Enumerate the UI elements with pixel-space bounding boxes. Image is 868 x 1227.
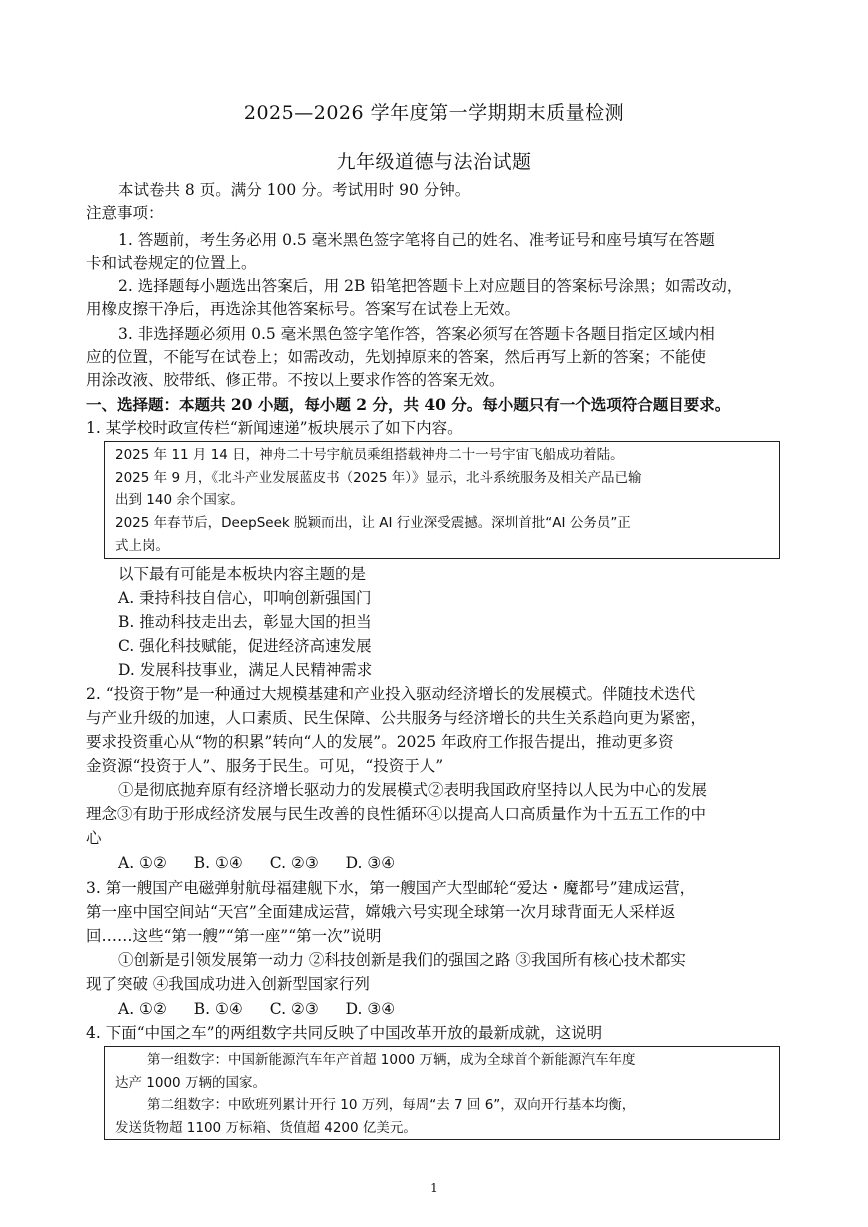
page-number: 1 [430,1181,438,1195]
q3-stem-line: 回……这些“第一艘”“第一座”“第一次”说明 [86,927,382,945]
notice-line: 1. 答题前，考生务必用 0.5 毫米黑色签字笔将自己的姓名、准考证号和座号填写在答题 [118,231,715,249]
exam-summary: 本试卷共 8 页。满分 100 分。考试用时 90 分钟。 [118,181,471,199]
q1-stem: 1. 某学校时政宣传栏“新闻速递”板块展示了如下内容。 [86,419,463,437]
q3-statement-line: 现了突破 ④我国成功进入创新型国家行列 [86,975,370,993]
q1-news-box [104,441,780,559]
notice-line: 3. 非选择题必须用 0.5 毫米黑色签字笔作答，答案必须写在答题卡各题目指定区域内相 [118,325,715,343]
q2-statement-line: 理念③有助于形成经济发展与民生改善的良性循环④以提高人口高质量作为十五五工作的中 [86,805,707,823]
q2-stem-line: 金资源“投资于人”、服务于民生。可见，“投资于人” [86,757,444,775]
q2-options [118,852,417,874]
q2-stem-line: 2. “投资于物”是一种通过大规模基建和产业投入驱动经济增长的发展模式。伴随技术迭代 [86,685,696,703]
q3-option-a: A. ①② [118,1000,167,1018]
notice-line: 用橡皮擦干净后，再选涂其他答案标号。答案写在试卷上无效。 [86,300,521,318]
q4-box-line: 发送货物超 1100 万标箱、货值超 4200 亿美元。 [115,1120,417,1136]
q4-box-line: 第一组数字：中国新能源汽车年产首超 1000 万辆，成为全球首个新能源汽车年度 [147,1052,636,1068]
notice-line: 应的位置，不能写在试卷上；如需改动，先划掉原来的答案，然后再写上新的答案；不能使 [86,348,707,366]
q2-stem-line: 与产业升级的加速，人口素质、民生保障、公共服务与经济增长的共生关系趋向更为紧密， [86,709,707,727]
q1-box-line: 出到 140 余个国家。 [115,492,244,508]
q1-prompt: 以下最有可能是本板块内容主题的是 [118,565,367,583]
q2-option-d: D. ③④ [345,854,396,872]
q4-data-box [104,1046,780,1140]
q1-option-b: B. 推动科技走出去，彰显大国的担当 [118,613,372,631]
q1-box-line: 2025 年春节后，DeepSeek 脱颖而出，让 AI 行业深受震撼。深圳首批“AI 公务员”正 [115,515,631,531]
section-heading: 一、选择题：本题共 20 小题，每小题 2 分，共 40 分。每小题只有一个选项符合题目要求。 [86,395,731,414]
q4-stem: 4. 下面“中国之车”的两组数字共同反映了中国改革开放的最新成就，这说明 [86,1024,603,1042]
exam-subtitle: 九年级道德与法治试题 [336,151,532,173]
q3-stem-line: 第一座中国空间站“天宫”全面建成运营，嫦娥六号实现全球第一次月球背面无人采样返 [86,903,676,921]
q3-statement-line: ①创新是引领发展第一动力 ②科技创新是我们的强国之路 ③我国所有核心技术都实 [118,951,686,969]
q1-option-d: D. 发展科技事业，满足人民精神需求 [118,661,373,679]
q1-option-c: C. 强化科技赋能，促进经济高速发展 [118,637,372,655]
q3-option-d: D. ③④ [345,1000,396,1018]
q2-stem-line: 要求投资重心从“物的积累”转向“人的发展”。2025 年政府工作报告提出，推动更多资 [86,733,674,751]
q2-statement-line: ①是彻底抛弃原有经济增长驱动力的发展模式②表明我国政府坚持以人民为中心的发展 [118,781,708,799]
q4-box-line: 达产 1000 万辆的国家。 [115,1075,266,1091]
q3-stem-line: 3. 第一艘国产电磁弹射航母福建舰下水，第一艘国产大型邮轮“爱达・魔都号”建成运营， [86,879,696,897]
q4-box-line: 第二组数字：中欧班列累计开行 10 万列，每周“去 7 回 6”，双向开行基本均衡， [147,1097,636,1113]
q1-box-line: 2025 年 11 月 14 日，神舟二十号宇航员乘组搭载神舟二十一号宇宙飞船成功着陆。 [115,447,624,463]
notice-line: 卡和试卷规定的位置上。 [86,254,257,272]
q2-option-b: B. ①④ [193,854,243,872]
notice-line: 2. 选择题每小题选出答案后，用 2B 铅笔把答题卡上对应题目的答案标号涂黑；如需改动， [118,277,743,295]
exam-title: 2025—2026 学年度第一学期期末质量检测 [243,102,625,124]
q2-option-a: A. ①② [118,854,167,872]
q2-option-c: C. ②③ [269,854,319,872]
q3-option-b: B. ①④ [193,1000,243,1018]
q2-statement-line: 心 [86,829,102,847]
q3-options [118,998,417,1020]
q1-box-line: 2025 年 9 月，《北斗产业发展蓝皮书（2025 年）》显示，北斗系统服务及相关产品已输 [115,470,642,486]
q1-option-a: A. 秉持科技自信心，叩响创新强国门 [118,589,372,607]
q3-option-c: C. ②③ [269,1000,319,1018]
notice-line: 用涂改液、胶带纸、修正带。不按以上要求作答的答案无效。 [86,371,505,389]
notice-label: 注意事项： [86,204,164,222]
q1-box-line: 式上岗。 [115,538,169,554]
